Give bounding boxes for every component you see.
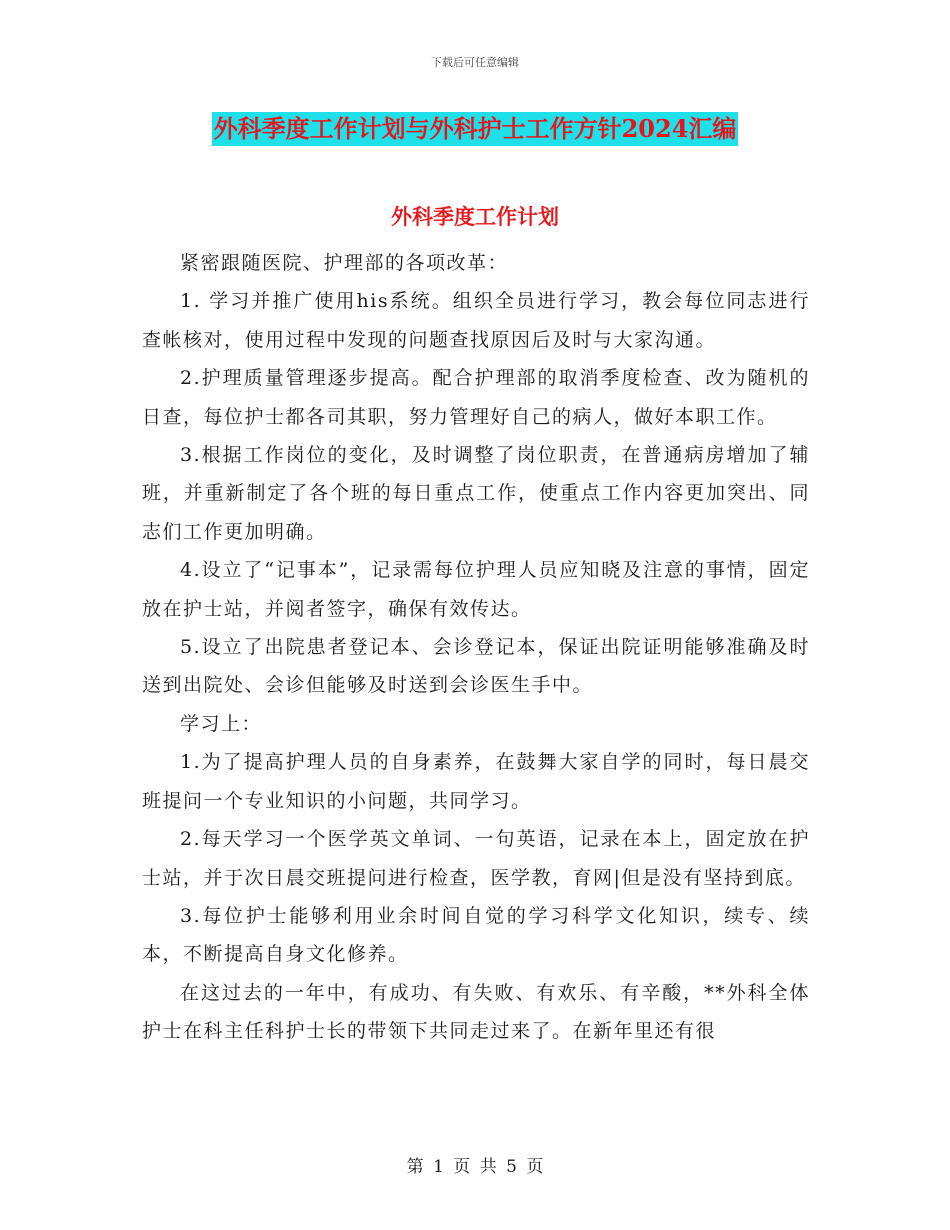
paragraph: 4.设立了“记事本”，记录需每位护理人员应知晓及注意的事情，固定放在护士站，并阅者签字，确保有效传达。 — [142, 559, 810, 620]
paragraph: 2.每天学习一个医学英文单词、一句英语，记录在本上，固定放在护士站，并于次日晨交班提问进行检查，医学教，育网|但是没有坚持到底。 — [142, 828, 810, 889]
paragraph: 紧密跟随医院、护理部的各项改革： — [180, 252, 509, 274]
paragraph: 1.为了提高护理人员的自身素养，在鼓舞大家自学的同时，每日晨交班提问一个专业知识的小问题，共同学习。 — [142, 751, 810, 812]
section-title: 外科季度工作计划 — [391, 204, 559, 229]
document-title: 外科季度工作计划与外科护士工作方针2024汇编 — [212, 112, 739, 146]
paragraph: 3.根据工作岗位的变化，及时调整了岗位职责，在普通病房增加了辅班，并重新制定了各个班的每日重点工作，使重点工作内容更加突出、同志们工作更加明确。 — [142, 444, 810, 543]
paragraph: 在这过去的一年中，有成功、有失败、有欢乐、有辛酸，**外科全体护士在科主任科护士长的带领下共同走过来了。在新年里还有很 — [142, 981, 810, 1043]
document-title-container — [0, 112, 950, 146]
page-footer: 第 1 页 共 5 页 — [406, 1157, 544, 1177]
paragraph: 1. 学习并推广使用his系统。组织全员进行学习，教会每位同志进行查帐核对，使用过程中发现的问题查找原因后及时与大家沟通。 — [142, 290, 810, 351]
document-body — [142, 244, 810, 1051]
page-header-note: 下载后可任意编辑 — [431, 56, 519, 69]
paragraph: 5.设立了出院患者登记本、会诊登记本，保证出院证明能够准确及时送到出院处、会诊但能够及时送到会诊医生手中。 — [142, 636, 810, 697]
paragraph: 2.护理质量管理逐步提高。配合护理部的取消季度检查、改为随机的日查，每位护士都各司其职，努力管理好自己的病人，做好本职工作。 — [142, 367, 810, 428]
paragraph: 3.每位护士能够利用业余时间自觉的学习科学文化知识，续专、续本，不断提高自身文化修养。 — [142, 904, 810, 966]
paragraph: 学习上： — [180, 712, 263, 735]
